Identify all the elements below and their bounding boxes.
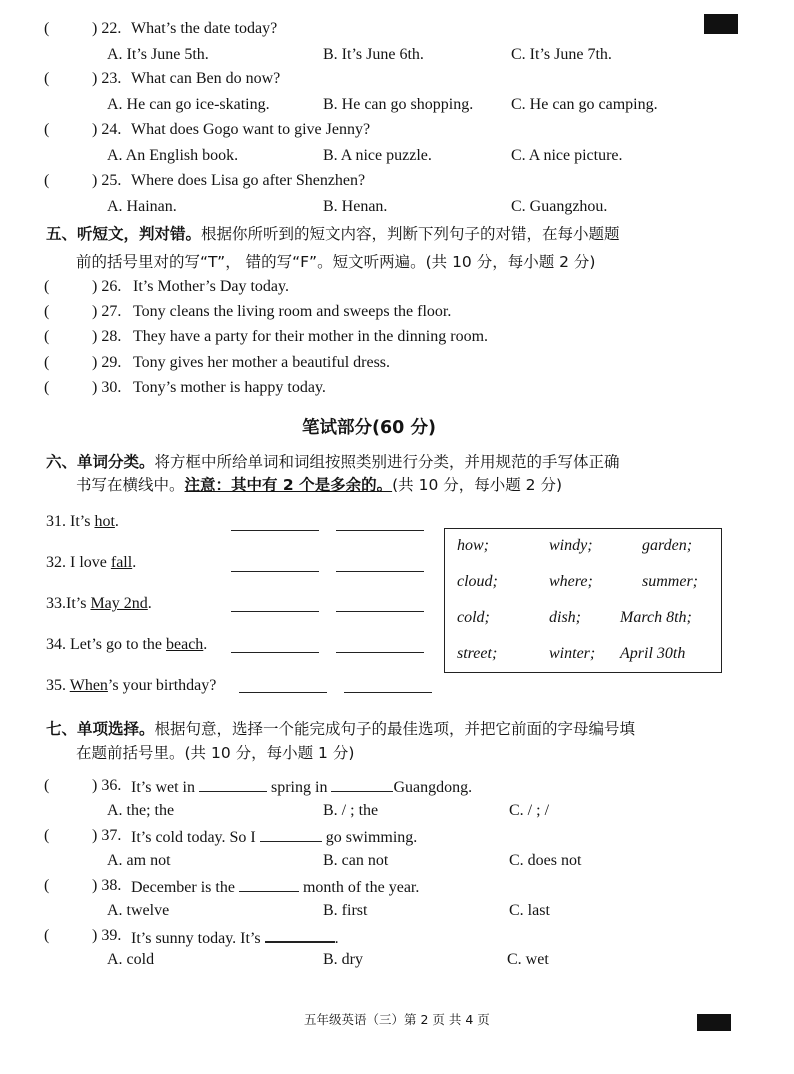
item-prefix: 31. It’s <box>46 513 95 530</box>
option-a[interactable]: A. It’s June 5th. <box>107 46 209 63</box>
classify-item <box>46 677 216 695</box>
question-text-post: go swimming. <box>321 829 418 846</box>
answer-line[interactable] <box>231 611 319 612</box>
item-suffix: . <box>132 554 137 571</box>
item-keyword: fall <box>110 554 133 571</box>
item-suffix: . <box>203 636 208 653</box>
answer-line[interactable] <box>231 571 319 572</box>
written-section-title: 笔试部分(60 分) <box>302 418 436 438</box>
item-number: ) 26. <box>92 278 122 295</box>
option-b[interactable]: B. / ; the <box>323 802 379 819</box>
question-text-mid: spring in <box>267 779 332 796</box>
option-b[interactable]: B. can not <box>323 852 389 869</box>
section-5-heading-rest: 根据你所听到的短文内容，判断下列句子的对错，在每小题题 <box>201 225 620 243</box>
item-number: ) 29. <box>92 354 122 371</box>
answer-paren[interactable]: ( <box>44 278 50 295</box>
section-6-heading <box>46 450 620 472</box>
section-7-heading-rest: 根据句意，选择一个能完成句子的最佳选项，并把它前面的字母编号填 <box>154 720 636 738</box>
item-text: It’s Mother’s Day today. <box>133 278 289 295</box>
box-word: street; <box>457 645 498 662</box>
option-b[interactable]: B. He can go shopping. <box>323 96 474 113</box>
answer-paren[interactable]: ( <box>44 70 50 87</box>
answer-line[interactable] <box>336 530 424 531</box>
answer-paren[interactable]: ( <box>44 328 50 345</box>
page-footer: 五年级英语（三）第 2 页 共 4 页 <box>304 1012 490 1027</box>
answer-blank[interactable] <box>199 777 267 792</box>
option-a[interactable]: A. Hainan. <box>107 198 177 215</box>
section-7-heading-line2: 在题前括号里。(共 10 分，每小题 1 分) <box>76 744 355 762</box>
answer-paren[interactable]: ( <box>44 354 50 371</box>
question-text <box>131 777 472 797</box>
item-keyword: hot <box>94 513 115 530</box>
section-6-line2-post: (共 10 分，每小题 2 分) <box>392 476 562 494</box>
question-text-post: Guangdong. <box>393 779 473 796</box>
item-keyword: beach <box>165 636 204 653</box>
item-suffix: ’s your birthday? <box>107 677 217 694</box>
answer-line[interactable] <box>344 692 432 693</box>
item-number: ) 30. <box>92 379 122 396</box>
section-6-line2-pre: 书写在横线中。 <box>76 476 185 494</box>
box-word: how; <box>457 537 489 554</box>
option-b[interactable]: B. Henan. <box>323 198 388 215</box>
box-word: windy; <box>549 537 593 554</box>
item-number: ) 27. <box>92 303 122 320</box>
question-number: ) 22. <box>92 20 122 37</box>
question-text <box>131 877 419 897</box>
answer-paren[interactable]: ( <box>44 172 50 189</box>
section-5-heading-line2: 前的括号里对的写“T”， 错的写“F”。短文听两遍。(共 10 分，每小题 2 分) <box>76 253 596 271</box>
answer-line[interactable] <box>336 652 424 653</box>
answer-paren[interactable]: ( <box>44 20 50 37</box>
item-keyword: May 2nd <box>90 595 148 612</box>
box-word: garden; <box>642 537 693 554</box>
word-box <box>444 528 722 673</box>
question-text: What does Gogo want to give Jenny? <box>131 121 371 138</box>
option-c[interactable]: C. Guangzhou. <box>511 198 608 215</box>
classify-item <box>46 595 152 613</box>
question-number: ) 39. <box>92 927 122 944</box>
section-7-heading <box>46 717 635 739</box>
answer-line[interactable] <box>231 530 319 531</box>
box-word: cold; <box>457 609 490 626</box>
item-prefix: 35. <box>46 677 70 694</box>
section-6-heading-bold: 六、单词分类。 <box>46 453 155 471</box>
answer-line[interactable] <box>336 571 424 572</box>
classify-item <box>46 636 207 654</box>
question-text: What’s the date today? <box>131 20 278 37</box>
question-text: What can Ben do now? <box>131 70 281 87</box>
item-number: ) 28. <box>92 328 122 345</box>
question-text: Where does Lisa go after Shenzhen? <box>131 172 366 189</box>
item-text: Tony’s mother is happy today. <box>133 379 326 396</box>
option-a[interactable]: A. twelve <box>107 902 170 919</box>
section-5-heading-bold: 五、听短文，判对错。 <box>46 225 202 243</box>
item-prefix: 33.It’s <box>46 595 91 612</box>
option-a[interactable]: A. the; the <box>107 802 175 819</box>
box-word: winter; <box>549 645 596 662</box>
option-c[interactable]: C. A nice picture. <box>511 147 623 164</box>
option-c[interactable]: C. He can go camping. <box>511 96 658 113</box>
box-word: April 30th <box>620 645 686 662</box>
answer-line[interactable] <box>231 652 319 653</box>
option-c[interactable]: C. does not <box>509 852 582 869</box>
option-a[interactable]: A. He can go ice-skating. <box>107 96 270 113</box>
option-c[interactable]: C. wet <box>507 951 549 968</box>
answer-blank[interactable] <box>331 777 393 792</box>
option-b[interactable]: B. dry <box>323 951 363 968</box>
section-6-heading-line2 <box>76 473 562 495</box>
item-suffix: . <box>114 513 119 530</box>
answer-blank[interactable] <box>260 827 322 842</box>
option-a[interactable]: A. An English book. <box>107 147 239 164</box>
classify-item <box>46 513 119 531</box>
item-prefix: 34. Let’s go to the <box>46 636 166 653</box>
item-text: Tony gives her mother a beautiful dress. <box>133 354 391 371</box>
box-word: cloud; <box>457 573 498 590</box>
option-b[interactable]: B. first <box>323 902 368 919</box>
answer-paren[interactable]: ( <box>44 827 50 844</box>
item-suffix: . <box>147 595 152 612</box>
question-text <box>131 927 339 948</box>
box-word: dish; <box>549 609 581 626</box>
option-b[interactable]: B. It’s June 6th. <box>323 46 424 63</box>
corner-mark-bottom <box>697 1014 731 1031</box>
question-number: ) 24. <box>92 121 122 138</box>
option-c[interactable]: C. It’s June 7th. <box>511 46 612 63</box>
question-text-pre: December is the <box>131 879 239 896</box>
question-text-post: . <box>334 930 339 947</box>
question-text-pre: It’s wet in <box>131 779 199 796</box>
answer-paren[interactable]: ( <box>44 379 50 396</box>
section-7-heading-bold: 七、单项选择。 <box>46 720 155 738</box>
answer-paren[interactable]: ( <box>44 777 50 794</box>
item-prefix: 32. I love <box>46 554 111 571</box>
answer-paren[interactable]: ( <box>44 927 50 944</box>
question-text-pre: It’s sunny today. It’s <box>131 930 265 947</box>
answer-line[interactable] <box>239 692 327 693</box>
question-number: ) 36. <box>92 777 122 794</box>
option-a[interactable]: A. am not <box>107 852 171 869</box>
question-text <box>131 827 417 847</box>
answer-line[interactable] <box>336 611 424 612</box>
item-text: They have a party for their mother in the dinning room. <box>133 328 489 345</box>
answer-paren[interactable]: ( <box>44 877 50 894</box>
classify-item <box>46 554 136 572</box>
box-word: summer; <box>642 573 698 590</box>
question-number: ) 25. <box>92 172 122 189</box>
answer-paren[interactable]: ( <box>44 303 50 320</box>
section-6-note: 注意：其中有 2 个是多余的。 <box>184 476 393 494</box>
option-c[interactable]: C. last <box>509 902 550 919</box>
option-b[interactable]: B. A nice puzzle. <box>323 147 432 164</box>
answer-blank[interactable] <box>265 927 335 943</box>
item-keyword: When <box>69 677 108 694</box>
box-word: March 8th; <box>620 609 692 626</box>
question-number: ) 23. <box>92 70 122 87</box>
section-6-heading-rest: 将方框中所给单词和词组按照类别进行分类，并用规范的手写体正确 <box>154 453 620 471</box>
box-word: where; <box>549 573 593 590</box>
question-number: ) 38. <box>92 877 122 894</box>
answer-blank[interactable] <box>239 877 299 892</box>
item-text: Tony cleans the living room and sweeps the floor. <box>133 303 452 320</box>
option-a[interactable]: A. cold <box>107 951 155 968</box>
section-5-heading <box>46 222 620 244</box>
question-text-post: month of the year. <box>298 879 420 896</box>
corner-mark-top <box>704 14 738 34</box>
question-text-pre: It’s cold today. So I <box>131 829 260 846</box>
answer-paren[interactable]: ( <box>44 121 50 138</box>
question-number: ) 37. <box>92 827 122 844</box>
option-c[interactable]: C. / ; / <box>509 802 550 819</box>
